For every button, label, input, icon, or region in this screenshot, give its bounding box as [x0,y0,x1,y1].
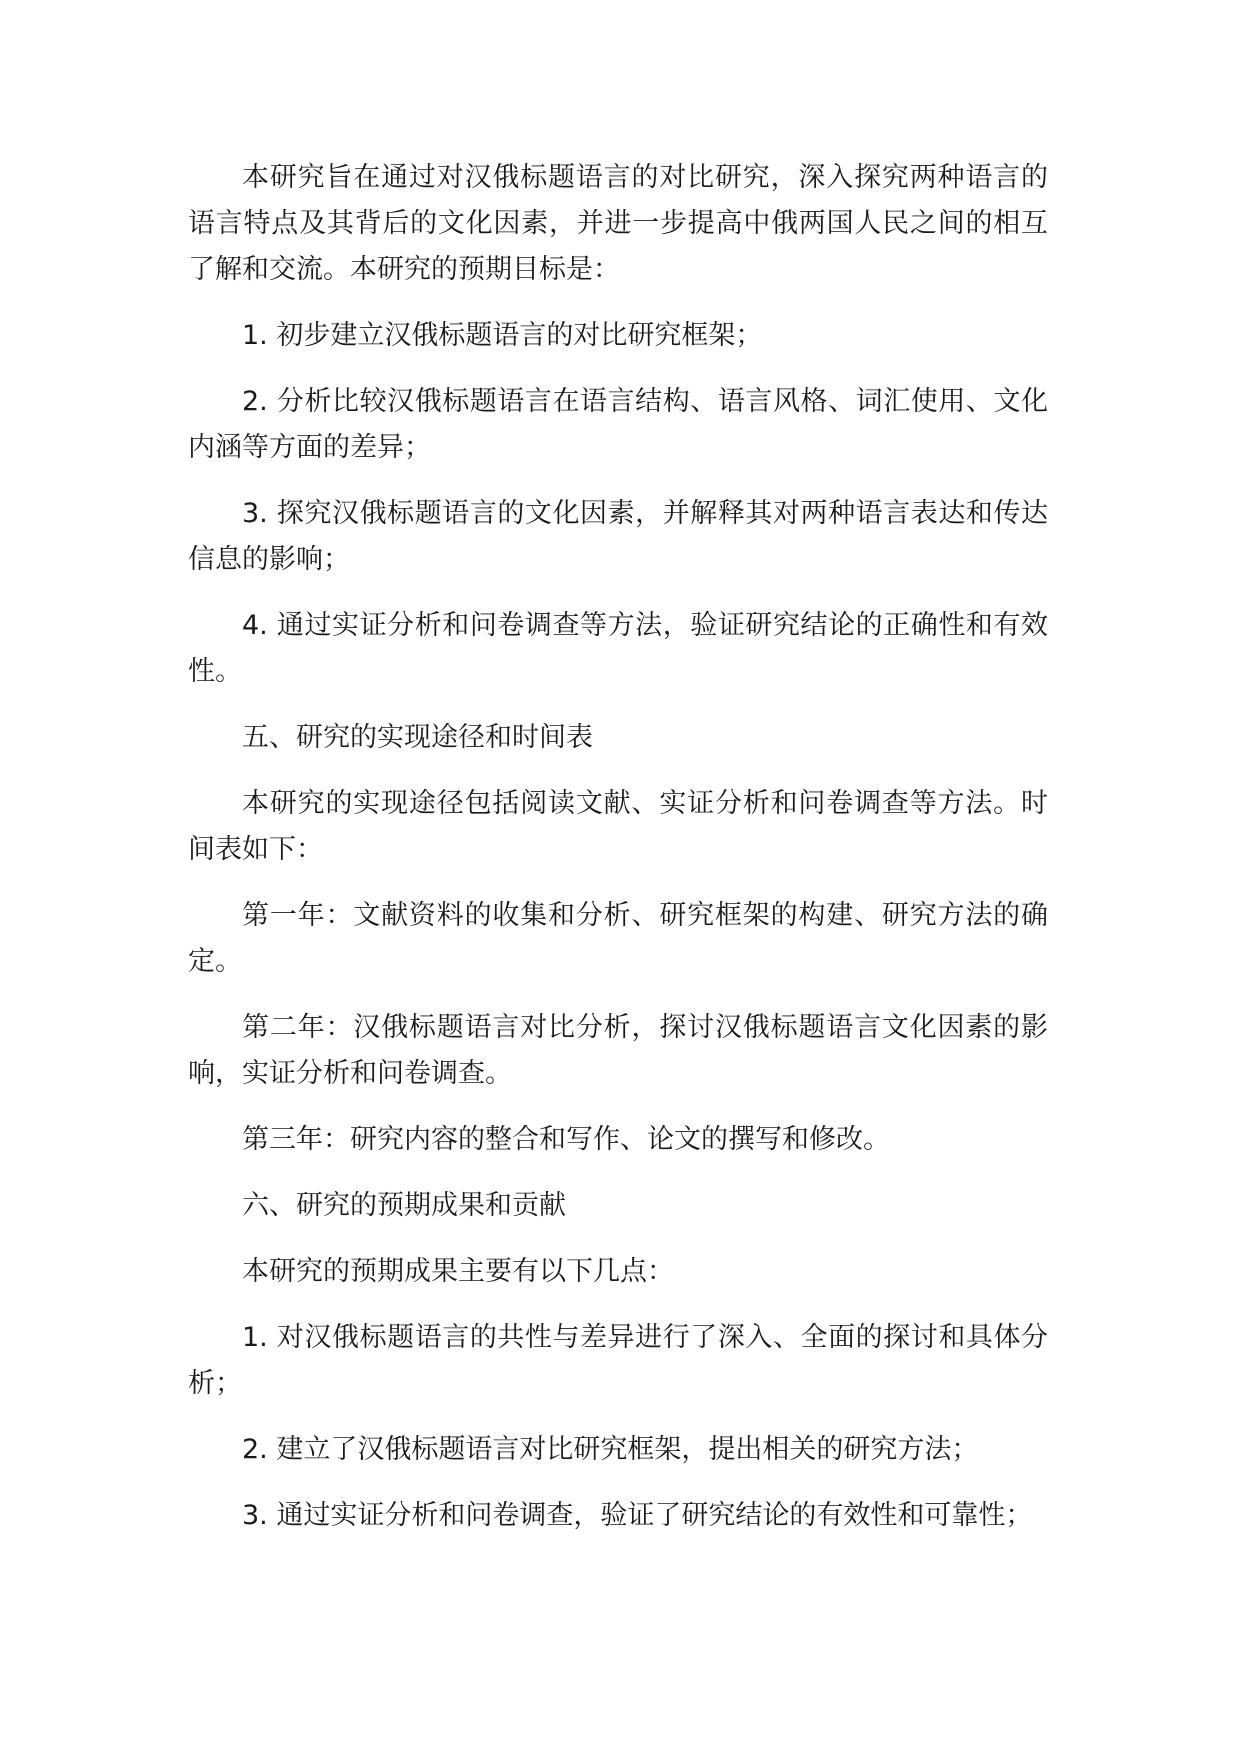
timeline-year-2: 第二年：汉俄标题语言对比分析，探讨汉俄标题语言文化因素的影响，实证分析和问卷调查。 [188,1012,1048,1089]
timeline-year-3: 第三年：研究内容的整合和写作、论文的撰写和修改。 [242,1124,890,1155]
paragraph-intro: 本研究旨在通过对汉俄标题语言的对比研究，深入探究两种语言的语言特点及其背后的文化因素，并进一步提高中俄两国人民之间的相互了解和交流。本研究的预期目标是： [188,162,1048,285]
outcome-item-3: 3. 通过实证分析和问卷调查，验证了研究结论的有效性和可靠性； [242,1500,1033,1531]
outcome-item-2: 2. 建立了汉俄标题语言对比研究框架，提出相关的研究方法； [242,1434,979,1465]
goal-item-3: 3. 探究汉俄标题语言的文化因素，并解释其对两种语言表达和传达信息的影响； [188,498,1048,575]
section-heading-6: 六、研究的预期成果和贡献 [242,1190,566,1221]
timeline-year-1: 第一年：文献资料的收集和分析、研究框架的构建、研究方法的确定。 [188,900,1048,977]
section-heading-5: 五、研究的实现途径和时间表 [242,722,593,753]
document-body [188,155,1048,1559]
goal-item-1: 1. 初步建立汉俄标题语言的对比研究框架； [242,320,763,351]
paragraph-approach: 本研究的实现途径包括阅读文献、实证分析和问卷调查等方法。时间表如下： [188,788,1048,865]
paragraph-outcomes-intro: 本研究的预期成果主要有以下几点： [242,1256,674,1287]
goal-item-4: 4. 通过实证分析和问卷调查等方法，验证研究结论的正确性和有效性。 [188,610,1048,687]
goal-item-2: 2. 分析比较汉俄标题语言在语言结构、语言风格、词汇使用、文化内涵等方面的差异； [188,386,1048,463]
outcome-item-1: 1. 对汉俄标题语言的共性与差异进行了深入、全面的探讨和具体分析； [188,1322,1048,1399]
